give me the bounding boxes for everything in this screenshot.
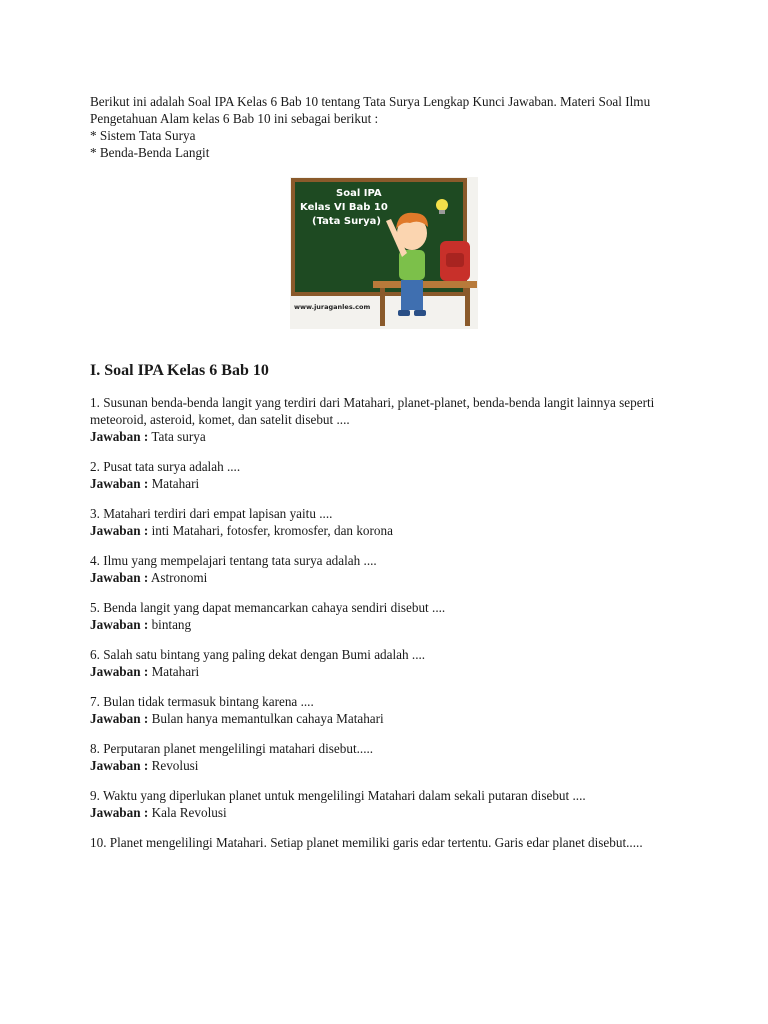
question-item: [90, 458, 690, 492]
lightbulb-icon: [436, 199, 448, 211]
question-text: 2. Pusat tata surya adalah ....: [90, 459, 241, 474]
website-caption: www.juraganles.com: [294, 303, 371, 311]
question-item: [90, 646, 690, 680]
answer-text: Tata surya: [151, 429, 206, 444]
answer-text: inti Matahari, fotosfer, kromosfer, dan korona: [151, 523, 393, 538]
answer-line: [90, 804, 690, 821]
cover-illustration: [290, 177, 478, 329]
answer-line: [90, 475, 690, 492]
answer-text: Kala Revolusi: [151, 805, 227, 820]
question-item: [90, 787, 690, 821]
board-text: Kelas VI Bab 10: [300, 202, 388, 213]
answer-text: Astronomi: [150, 570, 208, 585]
board-text: Soal IPA: [336, 188, 382, 199]
answer-label: Jawaban :: [90, 664, 149, 679]
answer-label: Jawaban :: [90, 570, 149, 585]
answer-text: bintang: [151, 617, 192, 632]
answer-label: Jawaban :: [90, 758, 149, 773]
answer-line: [90, 757, 690, 774]
answer-text: Matahari: [151, 664, 200, 679]
question-item: [90, 599, 690, 633]
answer-line: [90, 569, 690, 586]
answer-label: Jawaban :: [90, 429, 149, 444]
question-item: [90, 740, 690, 774]
answer-line: [90, 710, 690, 727]
question-text: 5. Benda langit yang dapat memancarkan cahaya sendiri disebut ....: [90, 600, 446, 615]
bullet-item: * Sistem Tata Surya: [90, 128, 196, 143]
question-text: 10. Planet mengelilingi Matahari. Setiap planet memiliki garis edar tertentu. Garis edar planet disebut.....: [90, 835, 643, 850]
question-item: [90, 505, 690, 539]
question-item: [90, 394, 690, 445]
bullet-item: * Benda-Benda Langit: [90, 145, 210, 160]
answer-label: Jawaban :: [90, 711, 149, 726]
answer-label: Jawaban :: [90, 476, 149, 491]
boy-pants: [401, 280, 423, 310]
question-text: 8. Perputaran planet mengelilingi matahari disebut.....: [90, 741, 374, 756]
desk: [373, 281, 477, 288]
answer-line: [90, 522, 690, 539]
question-text: 3. Matahari terdiri dari empat lapisan yaitu ....: [90, 506, 333, 521]
answer-line: [90, 663, 690, 680]
document-page: [90, 93, 690, 851]
answer-label: Jawaban :: [90, 523, 149, 538]
question-text: 4. Ilmu yang mempelajari tentang tata surya adalah ....: [90, 553, 377, 568]
answer-line: [90, 616, 690, 633]
question-text: 1. Susunan benda-benda langit yang terdiri dari Matahari, planet-planet, benda-benda langit lainnya seperti meteoroid, asteroid, komet, dan satelit disebut ....: [90, 395, 655, 427]
answer-label: Jawaban :: [90, 617, 149, 632]
section-title: I. Soal IPA Kelas 6 Bab 10: [90, 362, 269, 379]
answer-line: [90, 428, 690, 445]
answer-text: Matahari: [151, 476, 200, 491]
intro-section: [90, 93, 690, 161]
intro-paragraph: Berikut ini adalah Soal IPA Kelas 6 Bab 10 tentang Tata Surya Lengkap Kunci Jawaban. Materi Soal Ilmu Pengetahuan Alam kelas 6 Bab 10 ini sebagai berikut :: [90, 94, 651, 126]
question-text: 9. Waktu yang diperlukan planet untuk mengelilingi Matahari dalam sekali putaran disebut ....: [90, 788, 586, 803]
answer-text: Bulan hanya memantulkan cahaya Matahari: [151, 711, 384, 726]
answer-text: Revolusi: [151, 758, 199, 773]
question-text: 6. Salah satu bintang yang paling dekat dengan Bumi adalah ....: [90, 647, 426, 662]
board-text: (Tata Surya): [312, 216, 381, 227]
question-item: [90, 552, 690, 586]
answer-label: Jawaban :: [90, 805, 149, 820]
question-item: [90, 693, 690, 727]
question-text: 7. Bulan tidak termasuk bintang karena ....: [90, 694, 314, 709]
question-item: [90, 834, 690, 851]
illustration-svg: [290, 177, 478, 329]
